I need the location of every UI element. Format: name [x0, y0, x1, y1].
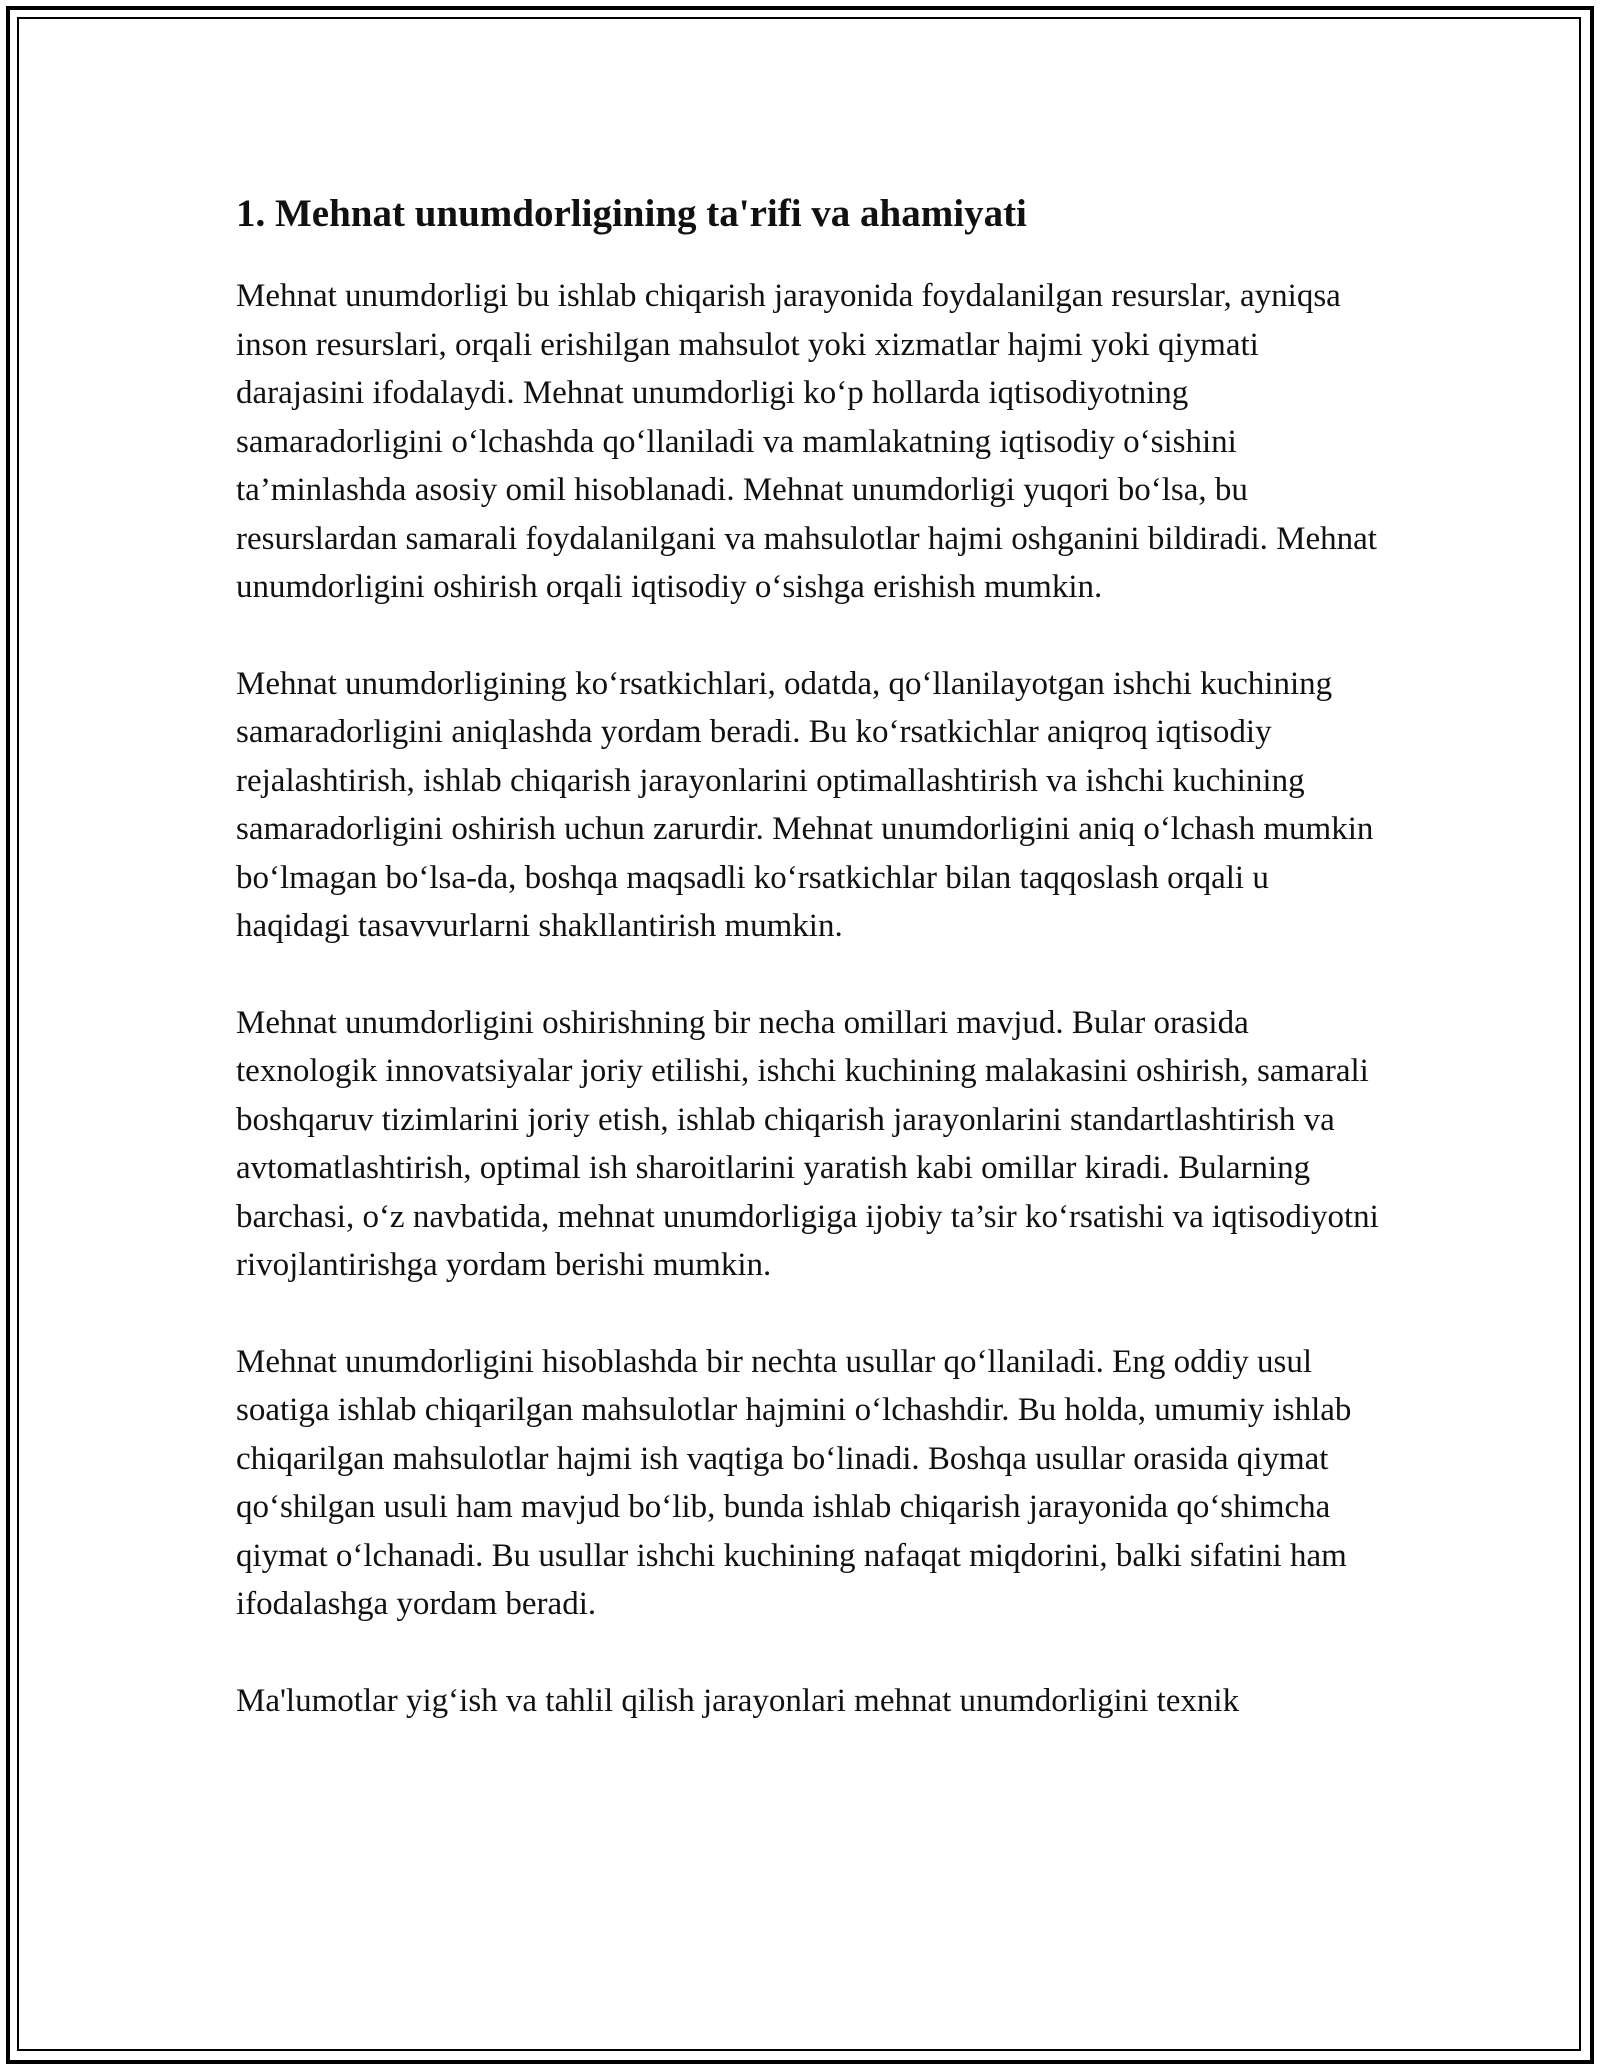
paragraph-1: Mehnat unumdorligi bu ishlab chiqarish jarayonida foydalanilgan resurslar, ayniqsa inson resurslari, orqali erishilgan mahsulot yoki xizmatlar hajmi yoki qiymati darajasini ifodalaydi. Mehnat unumdorligi koʻp hollarda iqtisodiyotning samaradorligini oʻlchashda qoʻllaniladi va mamlakatning iqtisodiy oʻsishini ta’minlashda asosiy omil hisoblanadi. Mehnat unumdorligi yuqori boʻlsa, bu resurslardan samarali foydalanilgani va mahsulotlar hajmi oshganini bildiradi. Mehnat unumdorligini oshirish orqali iqtisodiy oʻsishga erishish mumkin.: [236, 278, 1377, 605]
document-page: [236, 186, 1386, 1773]
paragraph-4: Mehnat unumdorligini hisoblashda bir nechta usullar qoʻllaniladi. Eng oddiy usul soatiga ishlab chiqarilgan mahsulotlar hajmini oʻlchashdir. Bu holda, umumiy ishlab chiqarilgan mahsulotlar hajmi ish vaqtiga boʻlinadi. Boshqa usullar orasida qiymat qoʻshilgan usuli ham mavjud boʻlib, bunda ishlab chiqarish jarayonida qoʻshimcha qiymat oʻlchanadi. Bu usullar ishchi kuchining nafaqat miqdorini, balki sifatini ham ifodalashga yordam beradi.: [236, 1343, 1352, 1622]
section-title: 1. Mehnat unumdorligining ta'rifi va ahamiyati: [236, 192, 1027, 235]
paragraph-5: Ma'lumotlar yigʻish va tahlil qilish jarayonlari mehnat unumdorligini texnik: [236, 1682, 1240, 1719]
paragraph-3: Mehnat unumdorligini oshirishning bir necha omillari mavjud. Bular orasida texnologik innovatsiyalar joriy etilishi, ishchi kuchining malakasini oshirish, samarali boshqaruv tizimlarini joriy etish, ishlab chiqarish jarayonlarini standartlashtirish va avtomatlashtirish, optimal ish sharoitlarini yaratish kabi omillar kiradi. Bularning barchasi, oʻz navbatida, mehnat unumdorligiga ijobiy ta’sir koʻrsatishi va iqtisodiyotni rivojlantirishga yordam berishi mumkin.: [236, 1004, 1379, 1283]
paragraph-2: Mehnat unumdorligining koʻrsatkichlari, odatda, qoʻllanilayotgan ishchi kuchining samaradorligini aniqlashda yordam beradi. Bu koʻrsatkichlar aniqroq iqtisodiy rejalashtirish, ishlab chiqarish jarayonlarini optimallashtirish va ishchi kuchining samaradorligini oshirish uchun zarurdir. Mehnat unumdorligini aniq oʻlchash mumkin boʻlmagan boʻlsa-da, boshqa maqsadli koʻrsatkichlar bilan taqqoslash orqali u haqidagi tasavvurlarni shakllantirish mumkin.: [236, 665, 1374, 944]
